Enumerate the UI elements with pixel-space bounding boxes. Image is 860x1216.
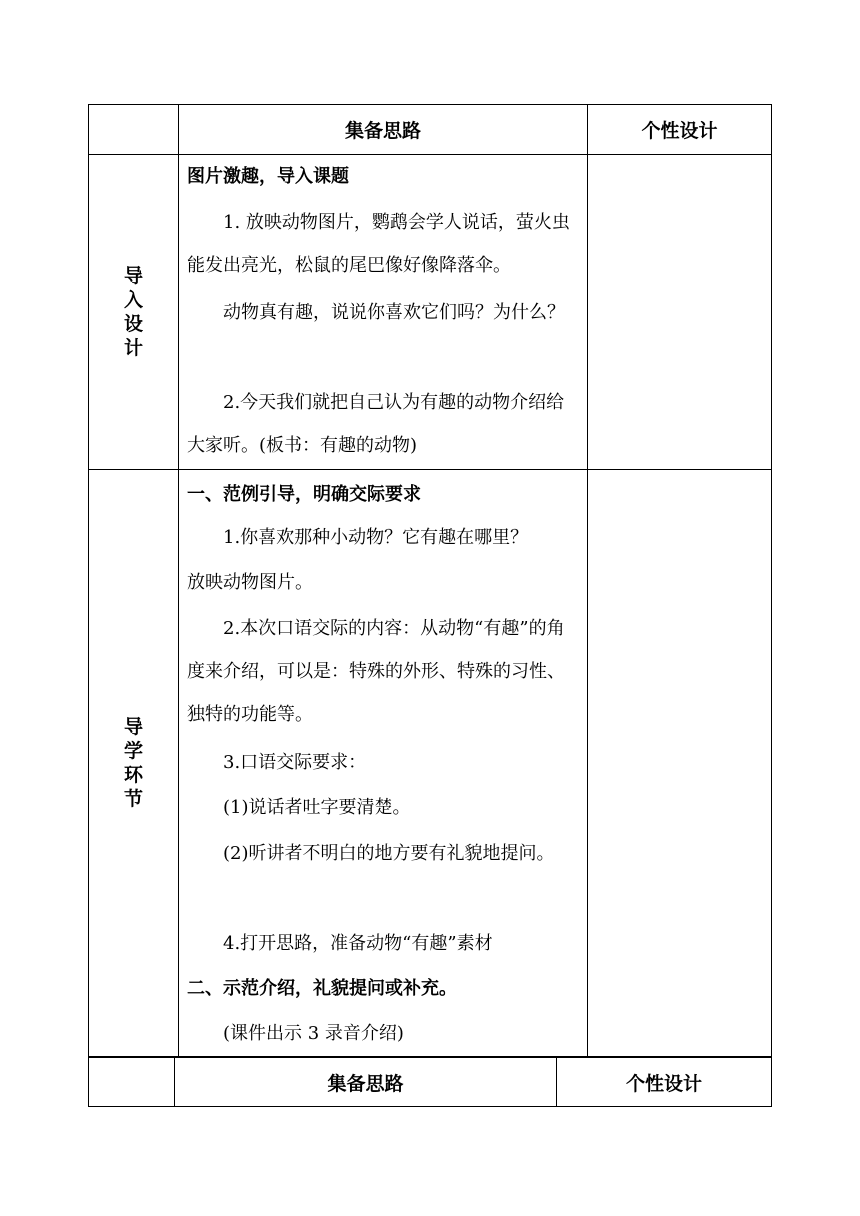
guide-paragraph-2: 2.本次口语交际的内容：从动物“有趣”的角度来介绍，可以是：特殊的外形、特殊的习性、独特的功能等。	[187, 618, 565, 725]
guide-paragraph-1: 1.你喜欢那种小动物？它有趣在哪里？	[223, 527, 529, 548]
guide-paragraph-3: 3.口语交际要求：	[223, 752, 367, 773]
guide-paragraph-7: (课件出示 3 录音介绍)	[223, 1023, 404, 1044]
guide-paragraph-6: 4.打开思路，准备动物“有趣”素材	[223, 933, 493, 954]
bottom-table-border-right	[771, 1056, 772, 1107]
guide-side-label: 导学环节	[123, 716, 143, 810]
intro-paragraph-3: 2.今天我们就把自己认为有趣的动物介绍给大家听。(板书：有趣的动物)	[187, 392, 565, 456]
top-table-border-right	[771, 104, 772, 1056]
intro-heading: 图片激趣，导入课题	[187, 166, 349, 187]
intro-paragraph-2: 动物真有趣，说说你喜欢它们吗？为什么？	[223, 302, 565, 323]
bottom-table-border-bottom	[88, 1106, 772, 1107]
bottom-header-col3: 个性设计	[625, 1072, 702, 1095]
intro-side-label: 导入设计	[123, 265, 143, 359]
intro-side-label-cell	[89, 155, 178, 469]
guide-paragraph-4: (1)说话者吐字要清楚。	[223, 797, 411, 818]
top-table-divider-1	[178, 104, 179, 1056]
guide-heading-1: 一、范例引导，明确交际要求	[187, 484, 421, 505]
guide-side-label-cell	[89, 470, 178, 1056]
bottom-table-border-left	[88, 1056, 89, 1107]
header-col2: 集备思路	[344, 120, 421, 142]
top-table-row-line-2	[88, 469, 772, 470]
guide-heading-2: 二、示范介绍，礼貌提问或补充。	[187, 978, 457, 999]
top-table-divider-2	[587, 104, 588, 1056]
guide-paragraph-5: (2)听讲者不明白的地方要有礼貌地提问。	[223, 843, 555, 864]
bottom-header-col2: 集备思路	[327, 1072, 404, 1095]
header-col3: 个性设计	[641, 120, 718, 142]
intro-paragraph-1: 1. 放映动物图片，鹦鹉会学人说话，萤火虫能发出亮光，松鼠的尾巴像好像降落伞。	[187, 212, 570, 276]
guide-paragraph-1b: 放映动物图片。	[187, 572, 313, 593]
